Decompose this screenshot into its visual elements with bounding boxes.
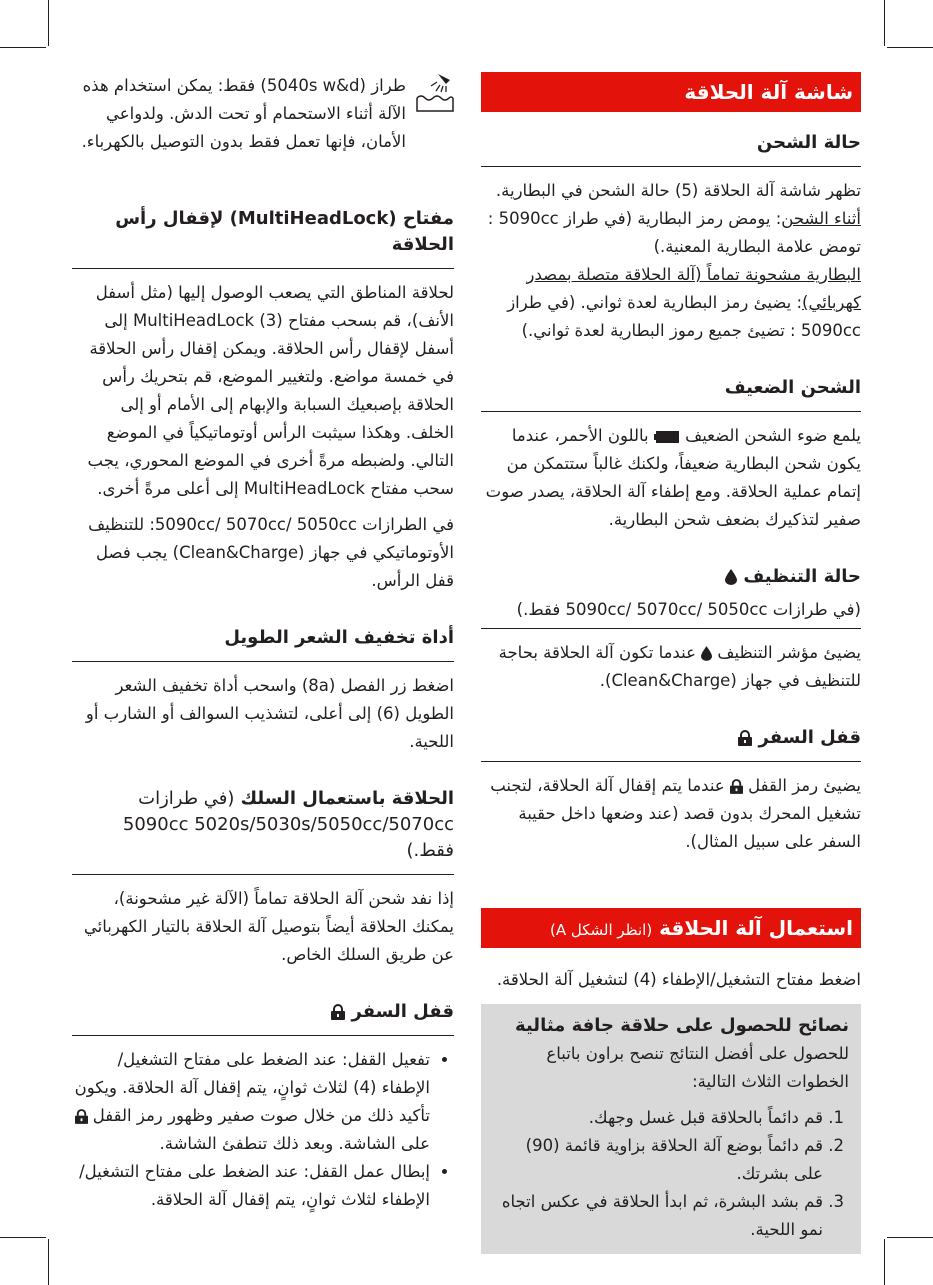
crop-mark	[0, 47, 46, 48]
lock-icon	[331, 1004, 345, 1020]
travel-lock-title: قفل السفر	[758, 727, 861, 748]
lock-icon	[730, 779, 743, 794]
battery-icon	[654, 430, 680, 444]
right-column	[481, 72, 861, 1254]
list-item: 2. قم دائماً بوضع آلة الحلاقة بزاوية قائمة (90) على بشرتك.	[493, 1132, 823, 1188]
divider	[481, 628, 861, 629]
fully-charged-label: البطارية مشحونة تماماً (آلة الحلاقة متصلة بمصدر كهربائي)	[526, 265, 861, 312]
section-banner-display: شاشة آلة الحلاقة	[481, 72, 861, 112]
corded-models: (في طرازات 5090cc 5020s/5030s/5050cc/5070cc فقط.)	[122, 788, 454, 861]
cleaning-text-a: يضيئ مؤشر التنظيف	[717, 643, 861, 662]
charging-intro: تظهر شاشة آلة الحلاقة (5) حالة الشحن في البطارية.	[495, 181, 861, 200]
left-column	[72, 72, 454, 1214]
fully-charged-text: : يضيئ رمز البطارية لعدة ثواني. (في طراز 5090cc : تضيئ جميع رموز البطارية لعدة ثواني.)	[507, 293, 861, 340]
divider	[72, 874, 454, 875]
tips-box	[481, 1004, 861, 1254]
list-item: 3. قم بشد البشرة، ثم ابدأ الحلاقة في عكس اتجاه نمو اللحية.	[493, 1188, 823, 1244]
tips-list	[493, 1104, 849, 1244]
tips-intro: للحصول على أفضل النتائج تنصح براون باتباع الخطوات الثلاث التالية:	[546, 1044, 849, 1091]
use-banner-title: استعمال آلة الحلاقة	[659, 916, 853, 940]
lock-activate-text-b: على الشاشة. وبعد ذلك تنطفئ الشاشة.	[159, 1134, 430, 1153]
list-item: 1. قم دائماً بالحلاقة قبل غسل وجهك.	[493, 1104, 823, 1132]
crop-mark	[887, 1237, 933, 1238]
section-banner-use	[481, 908, 861, 948]
divider	[72, 661, 454, 662]
corded-title: الحلاقة باستعمال السلك	[240, 788, 454, 809]
during-charging-label: أثناء الشحن	[781, 209, 861, 228]
lock-icon	[75, 1109, 88, 1124]
wd-note	[72, 72, 454, 184]
list-item	[72, 1046, 430, 1158]
drop-icon	[725, 569, 737, 585]
drop-icon	[701, 646, 712, 661]
divider	[481, 761, 861, 762]
crop-mark	[48, 1239, 49, 1285]
travel-lock-list	[72, 1046, 454, 1214]
cleaning-models: (في طرازات 5090cc/ 5070cc/ 5050cc فقط.)	[516, 600, 861, 619]
divider	[481, 411, 861, 412]
multihead-text: لحلاقة المناطق التي يصعب الوصول إليها (مثل أسفل الأنف)، قم بسحب مفتاح (3) MultiHeadLock إلى أسفل لإقفال رأس الحلاقة. ويمكن إقفال رأس الحلاقة في خمسة مواضع. ولتغيير الموضع، قم بتحريك رأس الحلاقة بإصبعيك السبابة والإبهام إلى الأمام أو إلى الخلف. وهكذا سيثبت الرأس أوتوماتيكياً في الموضع التالي. ولضبطه مرةً أخرى في الموضع المحوري، يجب سحب مفتاح MultiHeadLock إلى أعلى مرةً أخرى.	[87, 283, 454, 498]
divider	[72, 268, 454, 269]
during-charging-text: : يومض رمز البطارية (في طراز 5090cc : تومض علامة البطارية المعنية.)	[487, 209, 861, 256]
heading-trimmer: أداة تخفيف الشعر الطويل	[224, 627, 454, 648]
heading-corded-shaving	[72, 786, 454, 870]
lock-icon	[738, 730, 752, 746]
list-item: • إبطال عمل القفل: عند الضغط على مفتاح التشغيل/الإطفاء لثلاث ثوانٍ، يتم إقفال آلة الحلاقة.	[72, 1158, 430, 1214]
use-text: اضغط مفتاح التشغيل/الإطفاء (4) لتشغيل آلة الحلاقة.	[496, 970, 861, 989]
heading-low-charge: الشحن الضعيف	[724, 377, 861, 398]
heading-cleaning-status	[481, 564, 861, 596]
travel-lock-text-b: عندما يتم إقفال آلة الحلاقة، لتجنب تشغيل المحرك بدون قصد (عند وضعها داخل حقيبة السفر على سبيل المثال).	[490, 776, 861, 851]
crop-mark	[887, 47, 933, 48]
divider	[481, 166, 861, 167]
charging-status-text	[481, 177, 861, 345]
multihead-models-text: في الطرازات 5090cc/ 5070cc/ 5050cc: للتنظيف الأوتوماتيكي في جهاز (Clean&Charge) يجب فصل قفل الرأس.	[88, 515, 454, 590]
low-charge-text-b: باللون الأحمر، عندما يكون شحن البطارية ضعيفاً، ولكنك غالباً ستتمكن من إتمام عملية الحلاقة. ومع إطفاء آلة الحلاقة، يصدر صوت صفير لتذكيرك بضعف شحن البطارية.	[485, 426, 861, 529]
use-banner-sub: (انظر الشكل A)	[549, 921, 653, 939]
crop-mark	[884, 1239, 885, 1285]
corded-text: إذا نفد شحن آلة الحلاقة تماماً (الآلة غير مشحونة)، يمكنك الحلاقة أيضاً بتوصيل آلة الحلاقة بالتيار الكهربائي عن طريق السلك الخاص.	[83, 889, 454, 964]
heading-multiheadlock: مفتاح (MultiHeadLock) لإقفال رأس الحلاقة	[115, 208, 454, 255]
crop-mark	[48, 0, 49, 46]
heading-travel-lock	[481, 725, 861, 757]
travel-lock-left-title: قفل السفر	[351, 1001, 454, 1022]
tips-title: نصائح للحصول على حلاقة جافة مثالية	[515, 1015, 849, 1036]
crop-mark	[0, 1237, 46, 1238]
cleaning-title: حالة التنظيف	[743, 566, 861, 587]
divider	[72, 1035, 454, 1036]
heading-travel-lock-left	[72, 999, 454, 1031]
travel-lock-text	[481, 772, 861, 856]
travel-lock-text-a: يضيئ رمز القفل	[748, 776, 861, 795]
lock-activate-text-a: تفعيل القفل: عند الضغط على مفتاح التشغيل/الإطفاء (4) لثلاث ثوانٍ، يتم إقفال آلة الحلاقة. ويكون تأكيد ذلك من خلال صوت صفير وظهور رمز القفل	[74, 1050, 430, 1125]
crop-mark	[884, 0, 885, 46]
heading-charging-status: حالة الشحن	[756, 132, 861, 153]
shower-icon	[416, 72, 454, 112]
trimmer-text: اضغط زر الفصل (8a) واسحب أداة تخفيف الشعر الطويل (6) إلى أعلى، لتشذيب السوالف أو الشارب أو اللحية.	[85, 676, 454, 751]
wd-text: طراز (5040s w&d) فقط: يمكن استخدام هذه الآلة أثناء الاستحمام أو تحت الدش. ولدواعي الأمان، فإنها تعمل فقط بدون التوصيل بالكهرباء.	[81, 76, 406, 151]
low-charge-text	[481, 422, 861, 534]
cleaning-text-b: عندما تكون آلة الحلاقة بحاجة للتنظيف في جهاز (Clean&Charge).	[498, 643, 861, 690]
cleaning-text	[481, 639, 861, 695]
low-charge-text-a: يلمع ضوء الشحن الضعيف	[685, 426, 861, 445]
